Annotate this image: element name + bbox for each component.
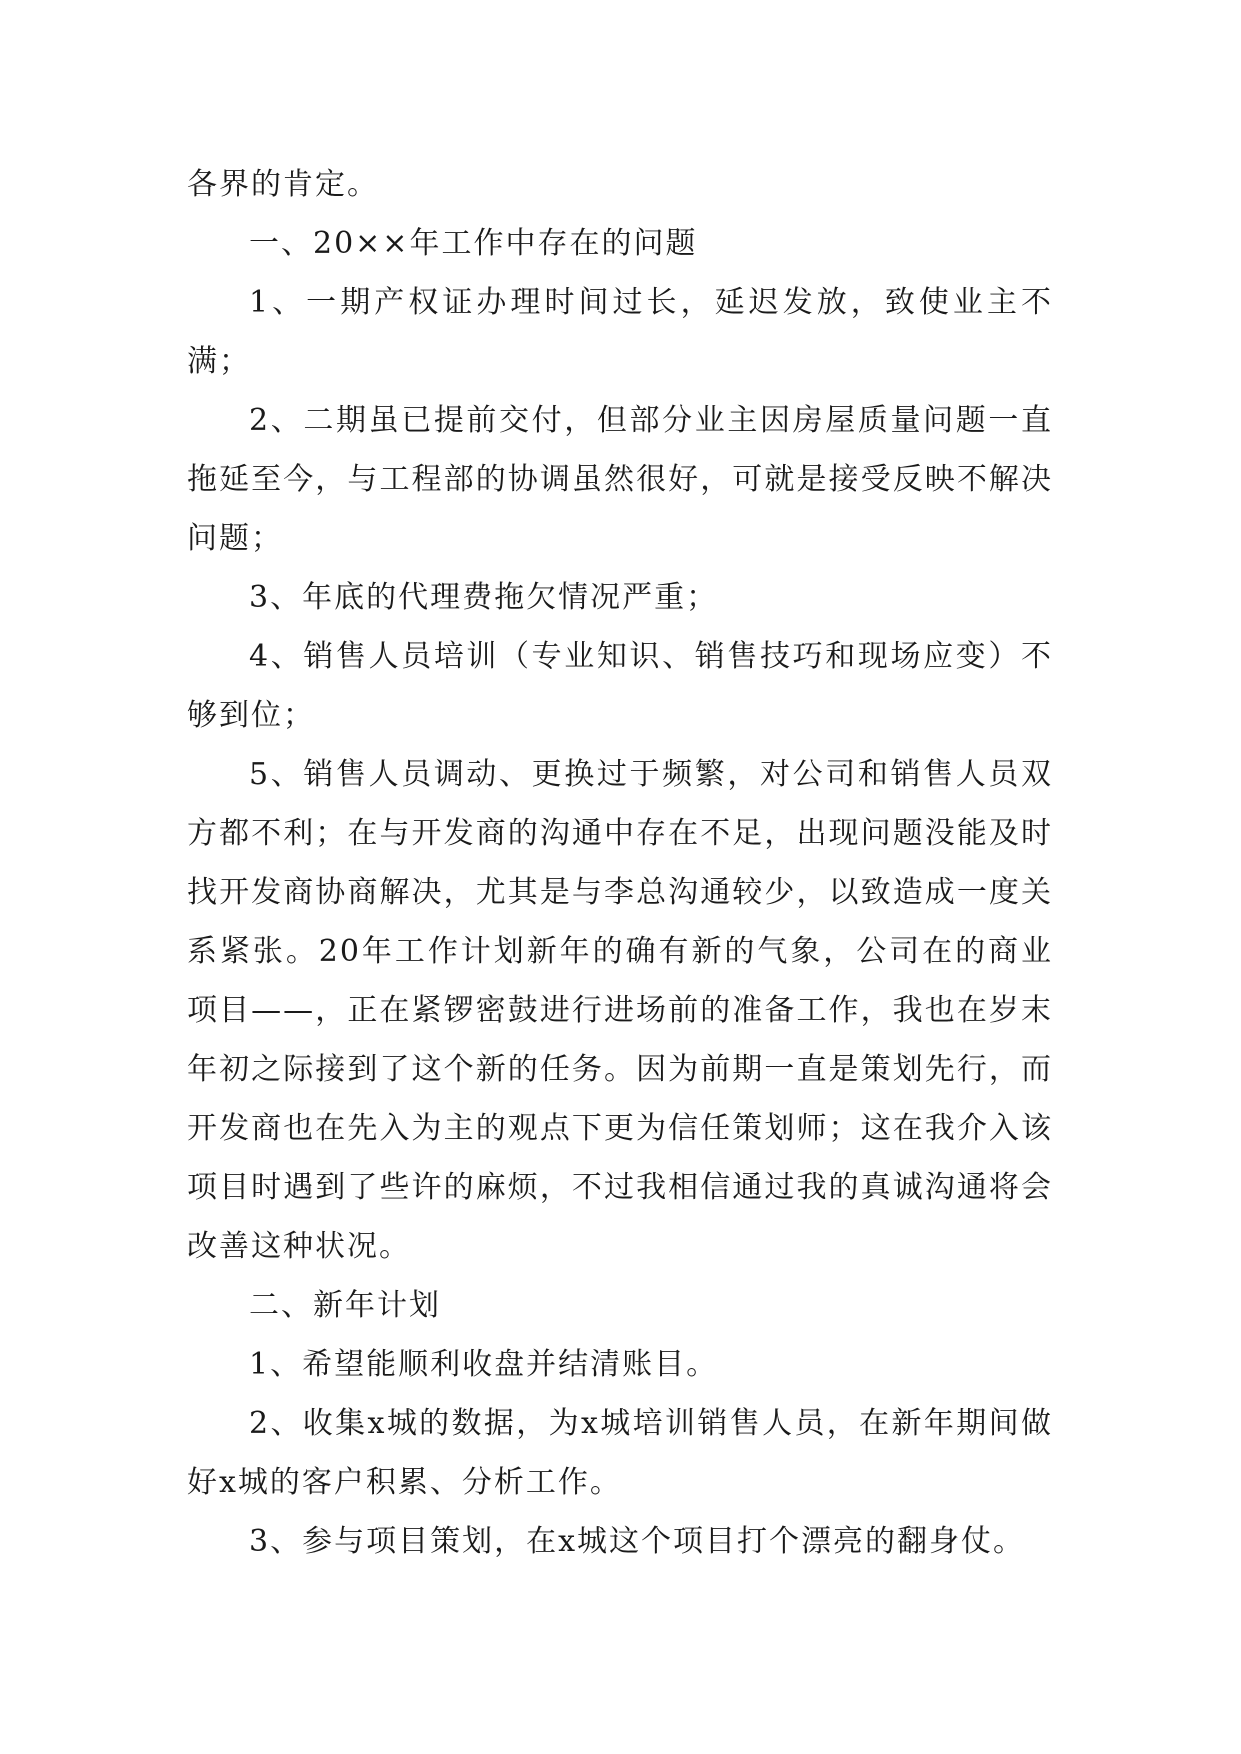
problem-item-2: 2、二期虽已提前交付，但部分业主因房屋质量问题一直拖延至今，与工程部的协调虽然很好，可就是接受反映不解决问题； bbox=[187, 403, 1053, 556]
plan-item-2: 2、收集x城的数据，为x城培训销售人员，在新年期间做好x城的客户积累、分析工作。 bbox=[187, 1406, 1053, 1500]
problem-item-5: 5、销售人员调动、更换过于频繁，对公司和销售人员双方都不利；在与开发商的沟通中存在不足，出现问题没能及时找开发商协商解决，尤其是与李总沟通较少，以致造成一度关系紧张。20年工作计划新年的确有新的气象，公司在的商业项目——，正在紧锣密鼓进行进场前的准备工作，我也在岁末年初之际接到了这个新的任务。因为前期一直是策划先行，而开发商也在先入为主的观点下更为信任策划师；这在我介入该项目时遇到了些许的麻烦，不过我相信通过我的真诚沟通将会改善这种状况。 bbox=[187, 757, 1053, 1264]
section-heading-problems: 一、20××年工作中存在的问题 bbox=[249, 226, 698, 261]
problem-item-3: 3、年底的代理费拖欠情况严重； bbox=[249, 580, 719, 615]
problem-item-1: 1、一期产权证办理时间过长，延迟发放，致使业主不满； bbox=[187, 285, 1053, 379]
document-body bbox=[187, 155, 1053, 1571]
problem-item-4: 4、销售人员培训（专业知识、销售技巧和现场应变）不够到位； bbox=[187, 639, 1053, 733]
plan-item-1: 1、希望能顺利收盘并结清账目。 bbox=[249, 1347, 719, 1382]
plan-item-3: 3、参与项目策划，在x城这个项目打个漂亮的翻身仗。 bbox=[249, 1524, 1026, 1559]
paragraph-1: 各界的肯定。 bbox=[187, 167, 379, 202]
section-heading-plan: 二、新年计划 bbox=[249, 1288, 441, 1323]
